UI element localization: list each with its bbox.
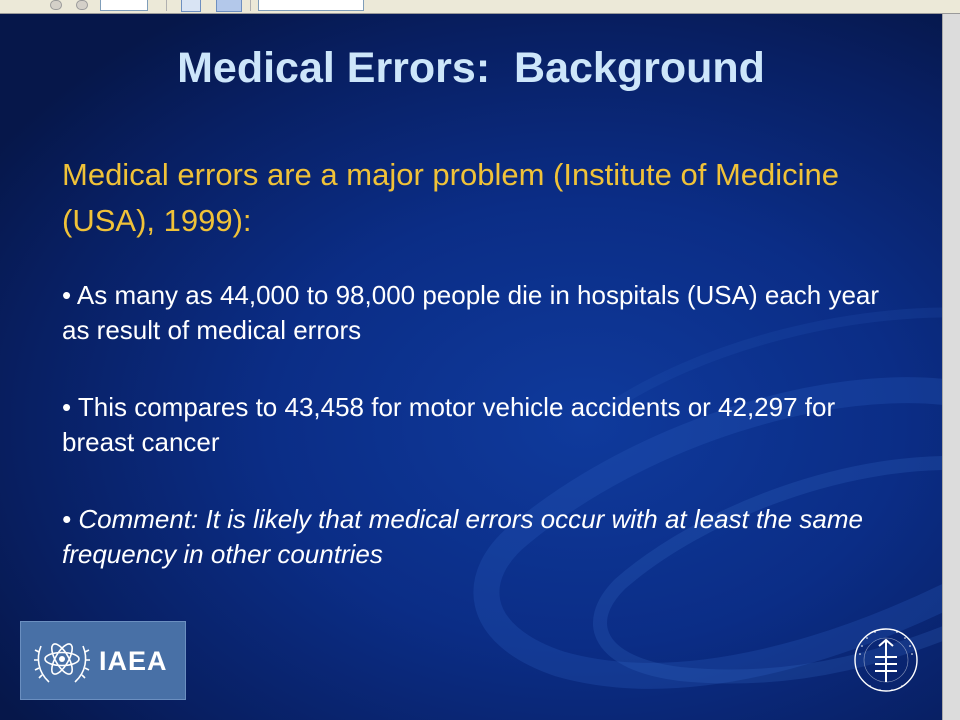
viewer-toolbar xyxy=(0,0,960,14)
back-round-button[interactable] xyxy=(50,0,62,10)
zoom-field[interactable] xyxy=(258,0,364,11)
bullet-comparison: • This compares to 43,458 for motor vehicle accidents or 42,297 for breast cancer xyxy=(62,392,836,457)
un-emblem-icon xyxy=(33,632,91,690)
mskcc-seal-icon xyxy=(850,624,922,696)
fit-page-button[interactable] xyxy=(181,0,201,12)
toolbar-separator xyxy=(250,0,251,11)
forward-round-button[interactable] xyxy=(76,0,88,10)
slide-subtitle: Medical errors are a major problem (Institute of Medicine (USA), 1999): xyxy=(62,157,840,238)
toolbar-separator xyxy=(166,0,167,11)
bullet-comment: • Comment: It is likely that medical errors occur with at least the same frequency in other countries xyxy=(62,504,863,569)
scrollbar[interactable] xyxy=(942,14,960,720)
slide-title: Medical Errors: Background xyxy=(177,44,765,92)
page-number-field[interactable] xyxy=(100,0,148,11)
background-swoosh-decoration xyxy=(0,14,942,720)
fit-width-button[interactable] xyxy=(216,0,242,12)
bullet-deaths-statistic: • As many as 44,000 to 98,000 people die in hospitals (USA) each year as result of medical errors xyxy=(62,280,880,345)
slide xyxy=(0,14,942,720)
iaea-wordmark: IAEA xyxy=(99,646,168,676)
iaea-logo xyxy=(20,621,186,700)
